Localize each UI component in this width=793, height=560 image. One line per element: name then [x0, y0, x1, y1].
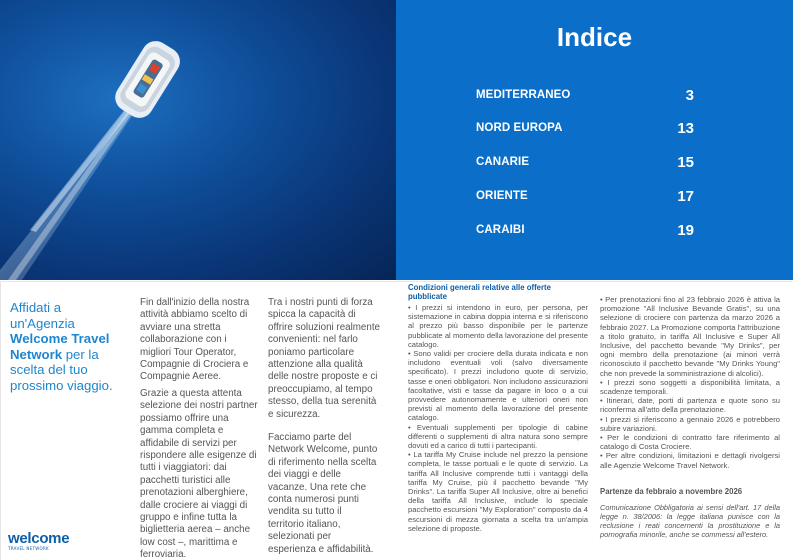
welcome-logo [8, 530, 86, 551]
condition-item: • Per prenotazioni fino al 23 febbraio 2026 è attiva la promozione "All Inclusive Bevande Gratis", su una selezione di crociere con partenza da marzo 2026 a febbraio 2027. La Promozione comporta l'attribuzione a titolo gratuito, in tariffa All Inclusive e Super All Inclusive, del pacchetto bevande "My Drinks", per ogni membro della prenotazione (ai minori verrà riconosciuto il pacchetto bevande "My Drinks Young" che non prevede la somministrazione di alcolici). [600, 295, 781, 378]
intro-paragraph-1: Fin dall'inizio della nostra attività abbiamo scelto di avviare una stretta collaborazione con i migliori Tour Operator, Compagnie di Crociera e Compagnie Aeree. [140, 297, 250, 383]
logo-wordmark: welcome [8, 530, 70, 547]
tagline-line2: per la scelta del tuo prossimo viaggio. [10, 346, 113, 393]
index-item-page: 17 [677, 188, 694, 205]
intro-paragraph-4: Facciamo parte del Network Welcome, punto di riferimento nella scelta dei viaggi e delle vacanze. Una rete che conta numerosi punti vendita su tutto il territorio italiano, selezionati per esperienza e affidabilità. [268, 432, 378, 555]
index-item-mediterraneo[interactable] [476, 87, 694, 107]
index-item-name: CANARIE [476, 156, 530, 168]
condition-item: • Sono validi per crociere della durata indicata e non includono eventuali voli (salvo diversamente specificato). I prezzi includono quote di servizio, tasse e oneri obbligatori. Non includono assicurazioni facoltative, visti e tasse da pagare in loco o a cui provvedere autonomamente e ulteriori oneri non previsti al momento della lavorazione del presente catalogo. [408, 349, 588, 423]
legal-notice: Comunicazione Obbligatoria ai sensi dell'art. 17 della legge n. 38/2006: la legge italiana punisce con la reclusione i reati concernenti la prostituzione e la pornografia minorile, anche se commessi all'estero. [600, 503, 780, 539]
cruise-ship-photo [0, 0, 396, 280]
condition-item: • Itinerari, date, porti di partenza e quote sono su riconferma all'atto della prenotazione. [600, 396, 780, 415]
intro-paragraph-2: Grazie a questa attenta selezione dei nostri partner possiamo offrire una gamma completa e affidabile di servizi per rispondere alle esigenze di tutti i viaggiatori: dai pacchetti turistici alle prenotazioni alberghiere, dalle crociere ai viaggi di gruppo e infine tutta la biglietteria aerea – anche low cost –, marittima e ferroviaria. [140, 388, 258, 560]
tagline-brand: Welcome Travel Network [10, 331, 110, 362]
index-item-page: 3 [685, 87, 694, 104]
condition-item: • La tariffa My Cruise include nel prezzo la pensione completa, le tasse portuali e le quote di servizio. La tariffa All Inclusive comprende tutti i vantaggi della tariffa My Cruise, più il pacchetto bevande "My Drinks". La tariffa Super All Inclusive, oltre ai benefici della tariffa All Inclusive, include lo speciale pacchetto escursioni "My Exploration" composto da 4 escursioni di mezza giornata a scelta tra un'ampia selezione di proposte. [408, 450, 588, 533]
conditions-right-column [600, 295, 780, 470]
index-title: Indice [556, 22, 633, 52]
index-item-name: CARAIBI [476, 224, 525, 236]
index-item-caraibi[interactable] [476, 222, 694, 242]
condition-item: • Per le condizioni di contratto fare riferimento al catalogo di Costa Crociere. [600, 433, 780, 452]
tagline-line1: Affidati a un'Agenzia [10, 300, 75, 331]
departure-period: Partenze da febbraio a novembre 2026 [600, 487, 743, 496]
conditions-title: Condizioni generali relative alle offerte pubblicate [408, 283, 551, 302]
intro-paragraph-3: Tra i nostri punti di forza spicca la capacità di offrire soluzioni realmente convenienti: nel farlo poniamo particolare attenzione alla qualità delle nostre proposte e ci preoccupiamo, al tempo stesso, della tua serenità e sicurezza. [268, 297, 380, 420]
condition-item: • Eventuali supplementi per tipologie di cabine differenti o supplementi di altra natura sono sempre dovuti ed a carico di tutti i partecipanti. [408, 422, 588, 451]
index-panel [396, 0, 793, 280]
index-item-name: MEDITERRANEO [476, 89, 571, 101]
cruise-ship-illustration [0, 0, 396, 280]
condition-item: • Per altre condizioni, limitazioni e dettagli rivolgersi alle Agenzie Welcome Travel Network. [600, 451, 780, 470]
condition-item: • I prezzi si riferiscono a gennaio 2026 e potrebbero subire variazioni. [600, 414, 780, 433]
logo-subtitle: TRAVEL NETWORK [8, 546, 49, 551]
section-divider [0, 281, 793, 282]
page-border [0, 282, 1, 560]
condition-item: • I prezzi sono soggetti a disponibilità limitata, a scadenze temporali. [600, 377, 780, 397]
index-item-canarie[interactable] [476, 154, 694, 174]
condition-item: • I prezzi si intendono in euro, per persona, per sistemazione in cabina doppia interna e si riferiscono al prezzo più basso disponibile per le partenze pubblicate al momento della lavorazione del presente catalogo. [408, 303, 588, 349]
index-item-name: ORIENTE [476, 190, 528, 202]
index-item-nord-europa[interactable] [476, 120, 694, 140]
index-item-name: NORD EUROPA [476, 122, 563, 134]
index-item-page: 15 [677, 154, 694, 171]
index-item-page: 13 [677, 120, 694, 137]
conditions-left-column [408, 303, 588, 533]
agency-tagline [10, 300, 128, 394]
index-item-page: 19 [677, 222, 694, 239]
index-item-oriente[interactable] [476, 188, 694, 208]
